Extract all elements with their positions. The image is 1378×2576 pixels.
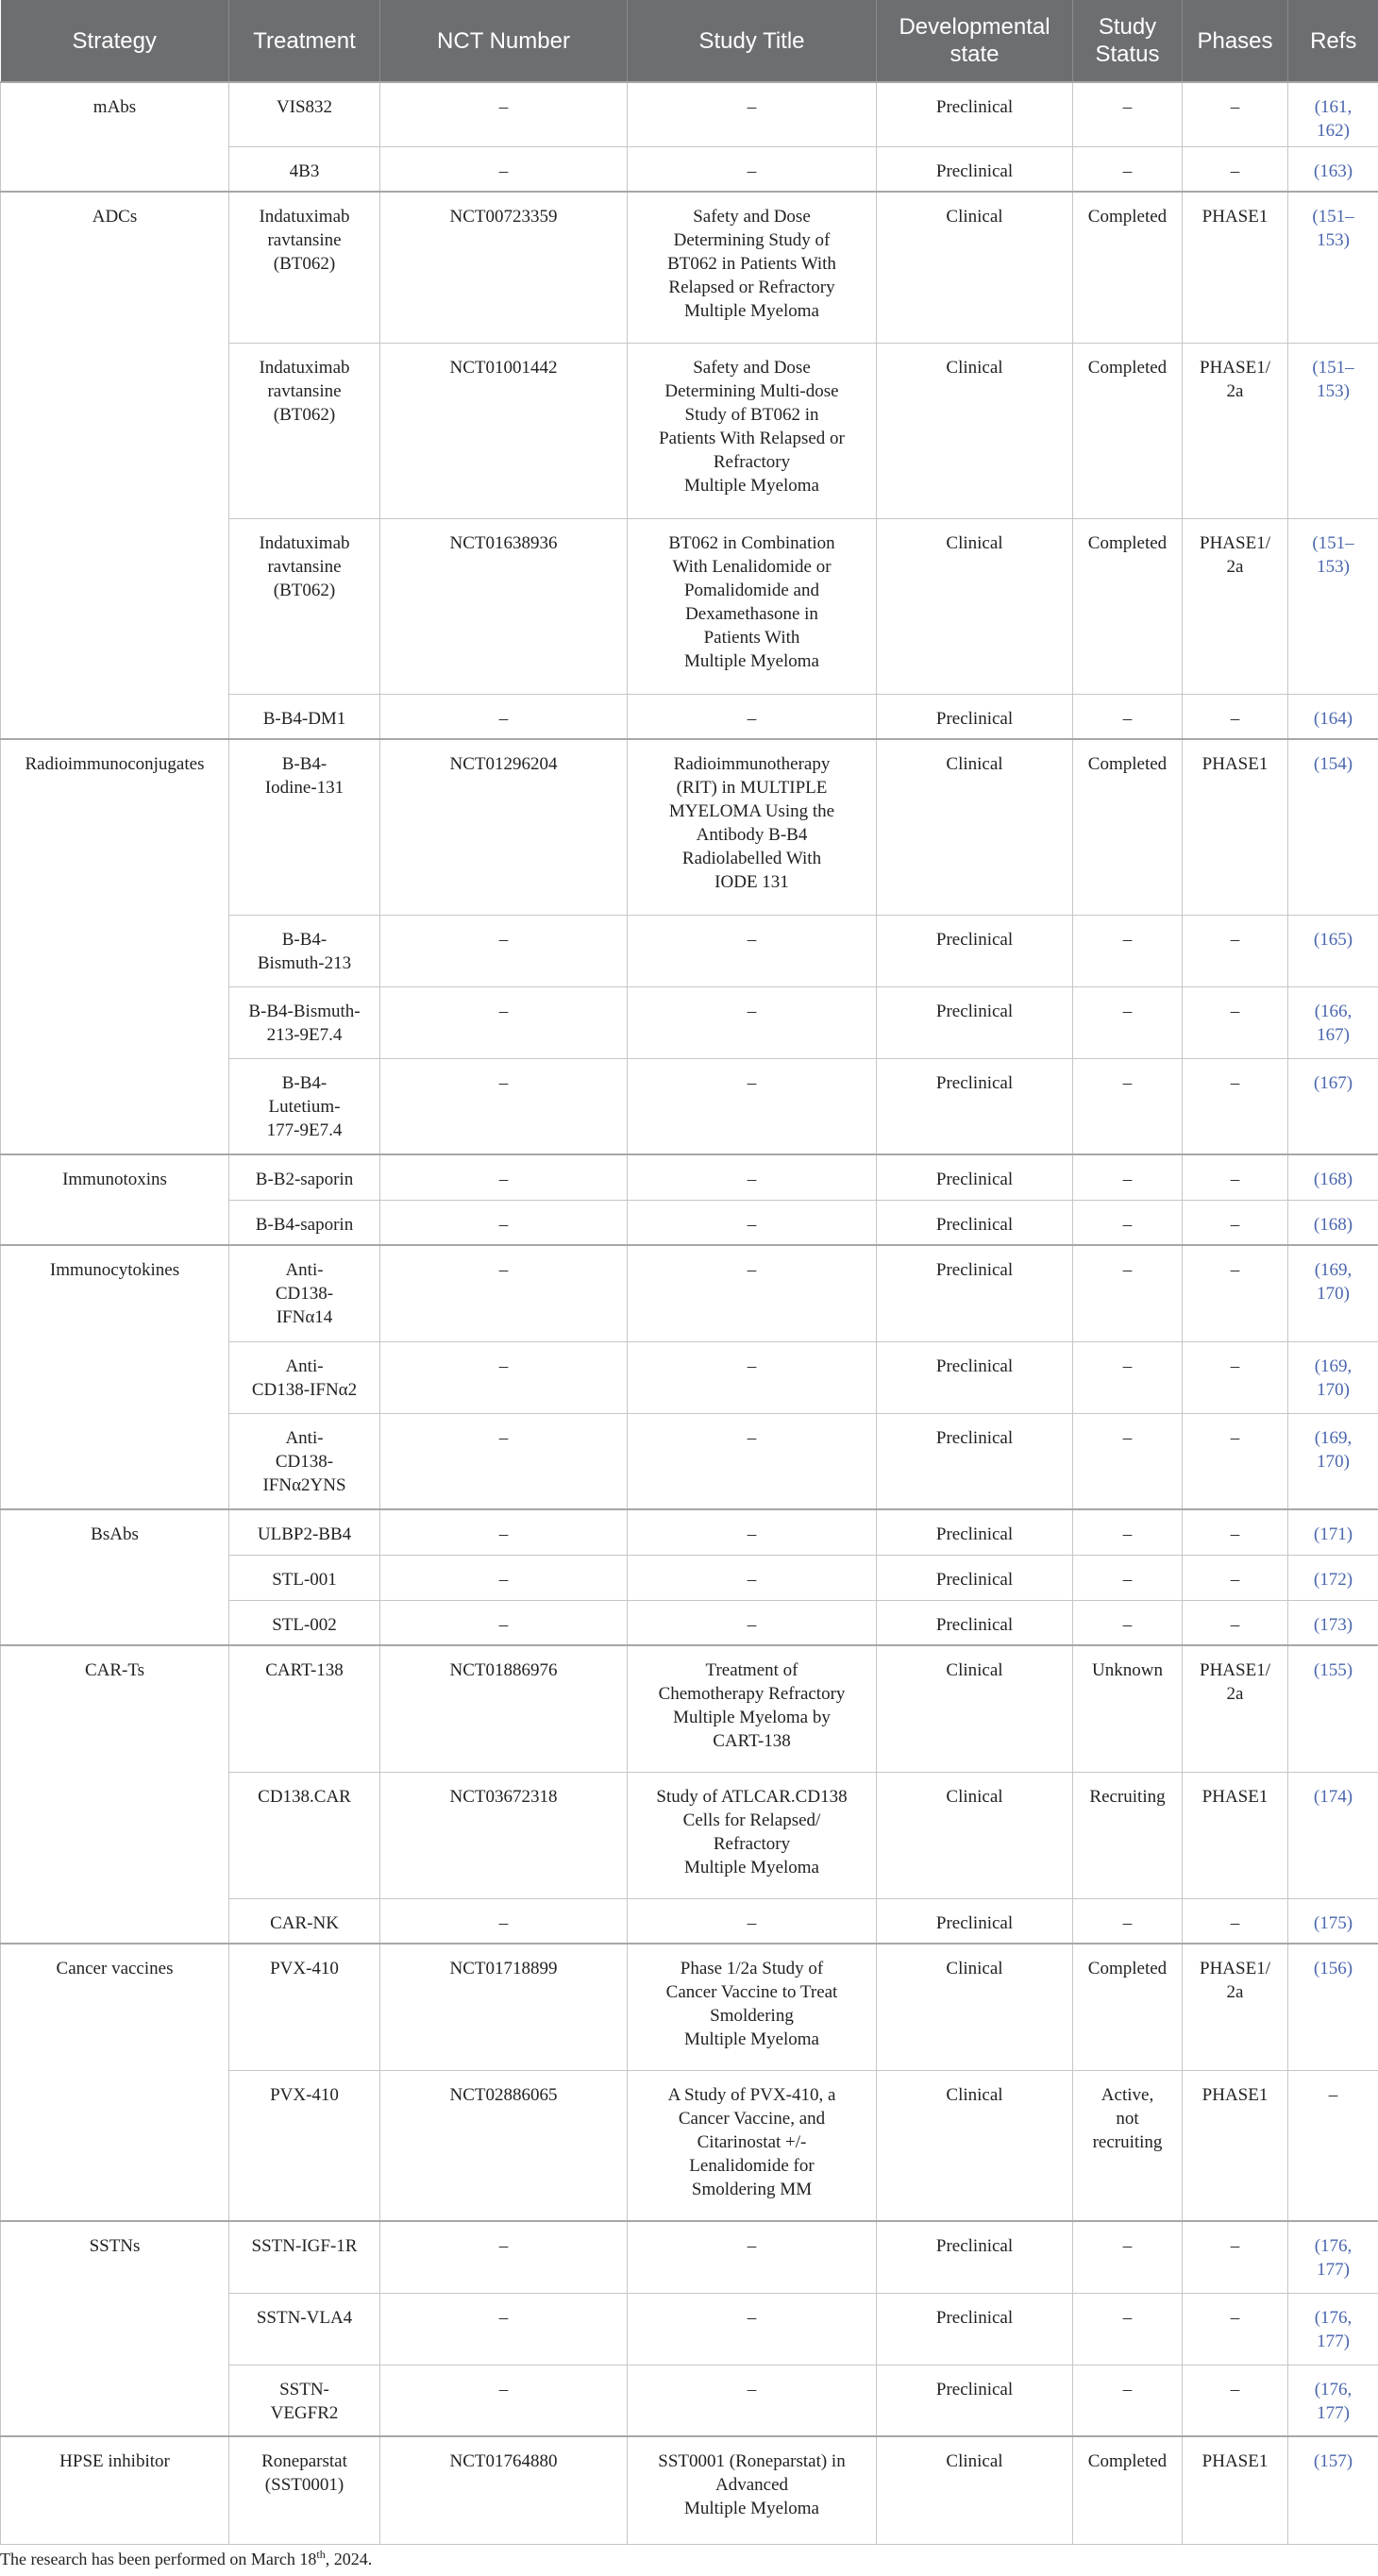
study-status-cell: Completed [1073,518,1183,694]
strategy-cell: Cancer vaccines [1,1944,229,2221]
developmental-state-cell: Preclinical [877,1154,1073,1200]
study-status-cell: Completed [1073,739,1183,915]
developmental-state-cell: Preclinical [877,1341,1073,1413]
strategy-cell: Immunotoxins [1,1154,229,1245]
nct-number-cell: NCT01001442 [380,343,628,518]
study-title-cell: – [628,2365,877,2436]
developmental-state-cell: Preclinical [877,2293,1073,2365]
footnote [0,2543,372,2570]
developmental-state-cell: Preclinical [877,915,1073,986]
nct-number-cell: – [380,1058,628,1154]
developmental-state-cell: Preclinical [877,1200,1073,1245]
study-status-cell: – [1073,1555,1183,1600]
reference-link[interactable]: (176, 177) [1314,2307,1353,2351]
refs-cell [1288,1413,1378,1509]
nct-number-cell: NCT01764880 [380,2436,628,2544]
table-row [1,192,1378,343]
reference-link[interactable]: (161, 162) [1314,97,1353,141]
nct-number-cell: NCT01296204 [380,739,628,915]
header-phases: Phases [1183,0,1288,82]
header-strategy: Strategy [1,0,229,82]
study-status-cell: Completed [1073,192,1183,343]
strategy-cell: BsAbs [1,1509,229,1645]
study-title-cell: Radioimmunotherapy (RIT) in MULTIPLE MYELOMA Using the Antibody B-B4 Radiolabelled With IODE 131 [628,739,877,915]
study-status-cell: – [1073,1245,1183,1341]
nct-number-cell: – [380,1898,628,1944]
study-title-cell: – [628,1600,877,1645]
reference-link[interactable]: (174) [1313,1786,1353,1807]
reference-link[interactable]: (168) [1313,1170,1353,1189]
refs-cell [1288,1154,1378,1200]
nct-number-cell: – [380,1509,628,1555]
study-status-cell: – [1073,1341,1183,1413]
developmental-state-cell: Clinical [877,739,1073,915]
treatment-cell: CART-138 [229,1645,380,1772]
reference-link[interactable]: (155) [1313,1660,1353,1680]
phases-cell: – [1183,1413,1288,1509]
reference-link[interactable]: (166, 167) [1314,1001,1353,1045]
nct-number-cell: – [380,2365,628,2436]
reference-link[interactable]: (157) [1313,2451,1353,2471]
phases-cell: PHASE1/ 2a [1183,1944,1288,2070]
refs-cell [1288,1245,1378,1341]
developmental-state-cell: Preclinical [877,1600,1073,1645]
refs-cell [1288,2365,1378,2436]
treatment-cell: 4B3 [229,146,380,192]
header-refs: Refs [1288,0,1378,82]
nct-number-cell: NCT01886976 [380,1645,628,1772]
developmental-state-cell: Preclinical [877,1898,1073,1944]
footnote-text: The research has been performed on March 18 [0,2550,317,2568]
nct-number-cell: – [380,986,628,1058]
study-status-cell: – [1073,1509,1183,1555]
phases-cell: – [1183,1600,1288,1645]
phases-cell: – [1183,1245,1288,1341]
refs-cell [1288,1944,1378,2070]
phases-cell: – [1183,82,1288,146]
reference-link[interactable]: (172) [1313,1569,1353,1590]
study-status-cell: Active, not recruiting [1073,2070,1183,2221]
study-title-cell: Study of ATLCAR.CD138 Cells for Relapsed/ Refractory Multiple Myeloma [628,1772,877,1898]
treatment-cell: Anti- CD138- IFNα14 [229,1245,380,1341]
treatment-cell: ULBP2-BB4 [229,1509,380,1555]
header-treatment: Treatment [229,0,380,82]
study-title-cell: – [628,694,877,739]
study-status-cell: – [1073,915,1183,986]
refs-cell [1288,1341,1378,1413]
study-status-cell: – [1073,2293,1183,2365]
study-title-cell: – [628,82,877,146]
developmental-state-cell: Preclinical [877,2365,1073,2436]
phases-cell: – [1183,1341,1288,1413]
phases-cell: PHASE1/ 2a [1183,1645,1288,1772]
study-title-cell: – [628,1154,877,1200]
phases-cell: PHASE1 [1183,1772,1288,1898]
refs-cell [1288,192,1378,343]
reference-link[interactable]: (169, 170) [1314,1427,1353,1472]
reference-link[interactable]: (169, 170) [1314,1260,1353,1304]
developmental-state-cell: Preclinical [877,1058,1073,1154]
treatment-cell: CAR-NK [229,1898,380,1944]
nct-number-cell: – [380,82,628,146]
treatment-cell: Indatuximab ravtansine (BT062) [229,343,380,518]
study-title-cell: SST0001 (Roneparstat) in Advanced Multiple Myeloma [628,2436,877,2544]
footnote-end: , 2024. [325,2550,373,2568]
developmental-state-cell: Clinical [877,2436,1073,2544]
strategy-cell: Radioimmunoconjugates [1,739,229,1154]
table-row [1,1154,1378,1200]
treatment-cell: B-B4-saporin [229,1200,380,1245]
table-row [1,1509,1378,1555]
table-body [1,82,1378,2544]
study-status-cell: – [1073,1058,1183,1154]
developmental-state-cell: Clinical [877,518,1073,694]
developmental-state-cell: Clinical [877,1772,1073,1898]
study-status-cell: Completed [1073,2436,1183,2544]
study-status-cell: – [1073,82,1183,146]
developmental-state-cell: Preclinical [877,82,1073,146]
treatment-cell: Anti- CD138-IFNα2 [229,1341,380,1413]
phases-cell: – [1183,915,1288,986]
study-title-cell: A Study of PVX-410, a Cancer Vaccine, and Citarinostat +/- Lenalidomide for Smoldering MM [628,2070,877,2221]
refs-cell [1288,986,1378,1058]
treatment-cell: B-B4- Iodine-131 [229,739,380,915]
study-title-cell: – [628,1341,877,1413]
phases-cell: – [1183,146,1288,192]
study-title-cell: Phase 1/2a Study of Cancer Vaccine to Treat Smoldering Multiple Myeloma [628,1944,877,2070]
study-status-cell: – [1073,2365,1183,2436]
reference-link[interactable]: (176, 177) [1314,2236,1353,2280]
nct-number-cell: – [380,146,628,192]
nct-number-cell: NCT01638936 [380,518,628,694]
refs-cell [1288,1555,1378,1600]
treatment-cell: B-B4- Bismuth-213 [229,915,380,986]
treatment-cell: B-B4-DM1 [229,694,380,739]
phases-cell: PHASE1 [1183,192,1288,343]
study-title-cell: – [628,1200,877,1245]
nct-number-cell: – [380,2293,628,2365]
table-row [1,1245,1378,1341]
refs-cell [1288,1898,1378,1944]
nct-number-cell: – [380,1341,628,1413]
phases-cell: PHASE1 [1183,2436,1288,2544]
developmental-state-cell: Clinical [877,343,1073,518]
treatment-cell: Indatuximab ravtansine (BT062) [229,518,380,694]
reference-link[interactable]: (163) [1313,160,1353,181]
phases-cell: – [1183,986,1288,1058]
reference-link[interactable]: (165) [1313,929,1353,950]
strategy-cell: ADCs [1,192,229,739]
treatment-cell: PVX-410 [229,1944,380,2070]
developmental-state-cell: Preclinical [877,694,1073,739]
study-title-cell: Safety and Dose Determining Multi-dose Study of BT062 in Patients With Relapsed or Refractory Multiple Myeloma [628,343,877,518]
study-title-cell: – [628,986,877,1058]
study-status-cell: – [1073,1154,1183,1200]
reference-link[interactable]: (175) [1313,1912,1353,1933]
study-title-cell: – [628,1898,877,1944]
study-title-cell: – [628,2221,877,2293]
phases-cell: – [1183,2365,1288,2436]
strategy-cell: SSTNs [1,2221,229,2436]
developmental-state-cell: Preclinical [877,2221,1073,2293]
developmental-state-cell: Preclinical [877,1413,1073,1509]
study-title-cell: – [628,146,877,192]
phases-cell: – [1183,2221,1288,2293]
nct-number-cell: – [380,915,628,986]
header-row [1,0,1378,82]
header-nct-number: NCT Number [380,0,628,82]
treatment-cell: Roneparstat (SST0001) [229,2436,380,2544]
developmental-state-cell: Clinical [877,192,1073,343]
phases-cell: PHASE1/ 2a [1183,343,1288,518]
refs-cell [1288,1509,1378,1555]
reference-link[interactable]: (173) [1313,1614,1353,1635]
study-title-cell: – [628,1058,877,1154]
reference-link[interactable]: (168) [1313,1214,1353,1235]
nct-number-cell: – [380,1600,628,1645]
nct-number-cell: – [380,1154,628,1200]
nct-number-cell: NCT01718899 [380,1944,628,2070]
study-title-cell: – [628,1509,877,1555]
strategy-cell: mAbs [1,82,229,192]
table-row [1,739,1378,915]
header-study-title: Study Title [628,0,877,82]
reference-link[interactable]: (171) [1313,1524,1353,1544]
refs-cell [1288,1200,1378,1245]
study-status-cell: Completed [1073,1944,1183,2070]
reference-link[interactable]: (151– 153) [1312,357,1354,401]
strategy-cell: HPSE inhibitor [1,2436,229,2544]
refs-cell [1288,2436,1378,2544]
nct-number-cell: – [380,1555,628,1600]
nct-number-cell: – [380,1245,628,1341]
developmental-state-cell: Clinical [877,2070,1073,2221]
treatment-cell: PVX-410 [229,2070,380,2221]
phases-cell: – [1183,1154,1288,1200]
reference-link[interactable]: (151– 153) [1312,532,1354,577]
treatment-cell: Anti- CD138- IFNα2YNS [229,1413,380,1509]
header-developmental-state: Developmental state [877,0,1073,82]
treatment-cell: SSTN-VLA4 [229,2293,380,2365]
reference-link[interactable]: (169, 170) [1314,1355,1353,1400]
reference-link[interactable]: (156) [1313,1959,1353,1978]
refs-cell [1288,1772,1378,1898]
study-title-cell: – [628,915,877,986]
strategy-cell: Immunocytokines [1,1245,229,1509]
phases-cell: – [1183,1555,1288,1600]
developmental-state-cell: Preclinical [877,1555,1073,1600]
phases-cell: – [1183,1509,1288,1555]
treatment-cell: B-B2-saporin [229,1154,380,1200]
reference-link[interactable]: (167) [1313,1072,1353,1093]
phases-cell: – [1183,2293,1288,2365]
study-status-cell: – [1073,1413,1183,1509]
study-status-cell: – [1073,2221,1183,2293]
study-status-cell: – [1073,694,1183,739]
study-title-cell: BT062 in Combination With Lenalidomide or Pomalidomide and Dexamethasone in Patients With Multiple Myeloma [628,518,877,694]
treatment-cell: STL-002 [229,1600,380,1645]
study-title-cell: – [628,1555,877,1600]
reference-link[interactable]: (176, 177) [1314,2379,1353,2423]
phases-cell: PHASE1 [1183,2070,1288,2221]
treatment-cell: Indatuximab ravtansine (BT062) [229,192,380,343]
phases-cell: – [1183,1200,1288,1245]
developmental-state-cell: Preclinical [877,146,1073,192]
table-row [1,1944,1378,2070]
table-row [1,1645,1378,1772]
treatment-cell: SSTN- VEGFR2 [229,2365,380,2436]
developmental-state-cell: Clinical [877,1944,1073,2070]
treatment-cell: SSTN-IGF-1R [229,2221,380,2293]
treatment-cell: VIS832 [229,82,380,146]
study-title-cell: – [628,2293,877,2365]
study-status-cell: Recruiting [1073,1772,1183,1898]
refs-cell [1288,1600,1378,1645]
study-title-cell: Treatment of Chemotherapy Refractory Multiple Myeloma by CART-138 [628,1645,877,1772]
refs-cell [1288,694,1378,739]
refs-cell [1288,915,1378,986]
study-status-cell: – [1073,146,1183,192]
refs-cell [1288,146,1378,192]
refs-cell [1288,1058,1378,1154]
study-status-cell: – [1073,986,1183,1058]
developmental-state-cell: Preclinical [877,986,1073,1058]
refs-cell [1288,343,1378,518]
phases-cell: PHASE1 [1183,739,1288,915]
table-row [1,2436,1378,2544]
refs-cell [1288,2293,1378,2365]
refs-cell [1288,1645,1378,1772]
reference-link[interactable]: (154) [1313,754,1353,774]
table-row [1,2221,1378,2293]
treatment-cell: B-B4-Bismuth- 213-9E7.4 [229,986,380,1058]
developmental-state-cell: Preclinical [877,1509,1073,1555]
refs-cell [1288,518,1378,694]
phases-cell: – [1183,1898,1288,1944]
refs-cell: – [1288,2070,1378,2221]
strategy-cell: CAR-Ts [1,1645,229,1944]
refs-cell [1288,739,1378,915]
refs-cell [1288,2221,1378,2293]
refs-cell [1288,82,1378,146]
treatment-cell: STL-001 [229,1555,380,1600]
nct-number-cell: – [380,1200,628,1245]
phases-cell: PHASE1/ 2a [1183,518,1288,694]
treatment-cell: CD138.CAR [229,1772,380,1898]
developmental-state-cell: Preclinical [877,1245,1073,1341]
reference-link[interactable]: (151– 153) [1312,207,1354,250]
phases-cell: – [1183,694,1288,739]
header-study-status: Study Status [1073,0,1183,82]
developmental-state-cell: Clinical [877,1645,1073,1772]
study-status-cell: Completed [1073,343,1183,518]
nct-number-cell: NCT03672318 [380,1772,628,1898]
nct-number-cell: – [380,2221,628,2293]
reference-link[interactable]: (164) [1313,708,1353,729]
footnote-sup: th [316,2548,326,2561]
table-row [1,82,1378,146]
phases-cell: – [1183,1058,1288,1154]
study-status-cell: Unknown [1073,1645,1183,1772]
study-status-cell: – [1073,1200,1183,1245]
study-title-cell: – [628,1413,877,1509]
treatment-cell: B-B4- Lutetium- 177-9E7.4 [229,1058,380,1154]
study-status-cell: – [1073,1600,1183,1645]
study-title-cell: Safety and Dose Determining Study of BT062 in Patients With Relapsed or Refractory Multiple Myeloma [628,192,877,343]
nct-number-cell: – [380,1413,628,1509]
study-title-cell: – [628,1245,877,1341]
study-status-cell: – [1073,1898,1183,1944]
nct-number-cell: NCT00723359 [380,192,628,343]
nct-number-cell: – [380,694,628,739]
nct-number-cell: NCT02886065 [380,2070,628,2221]
